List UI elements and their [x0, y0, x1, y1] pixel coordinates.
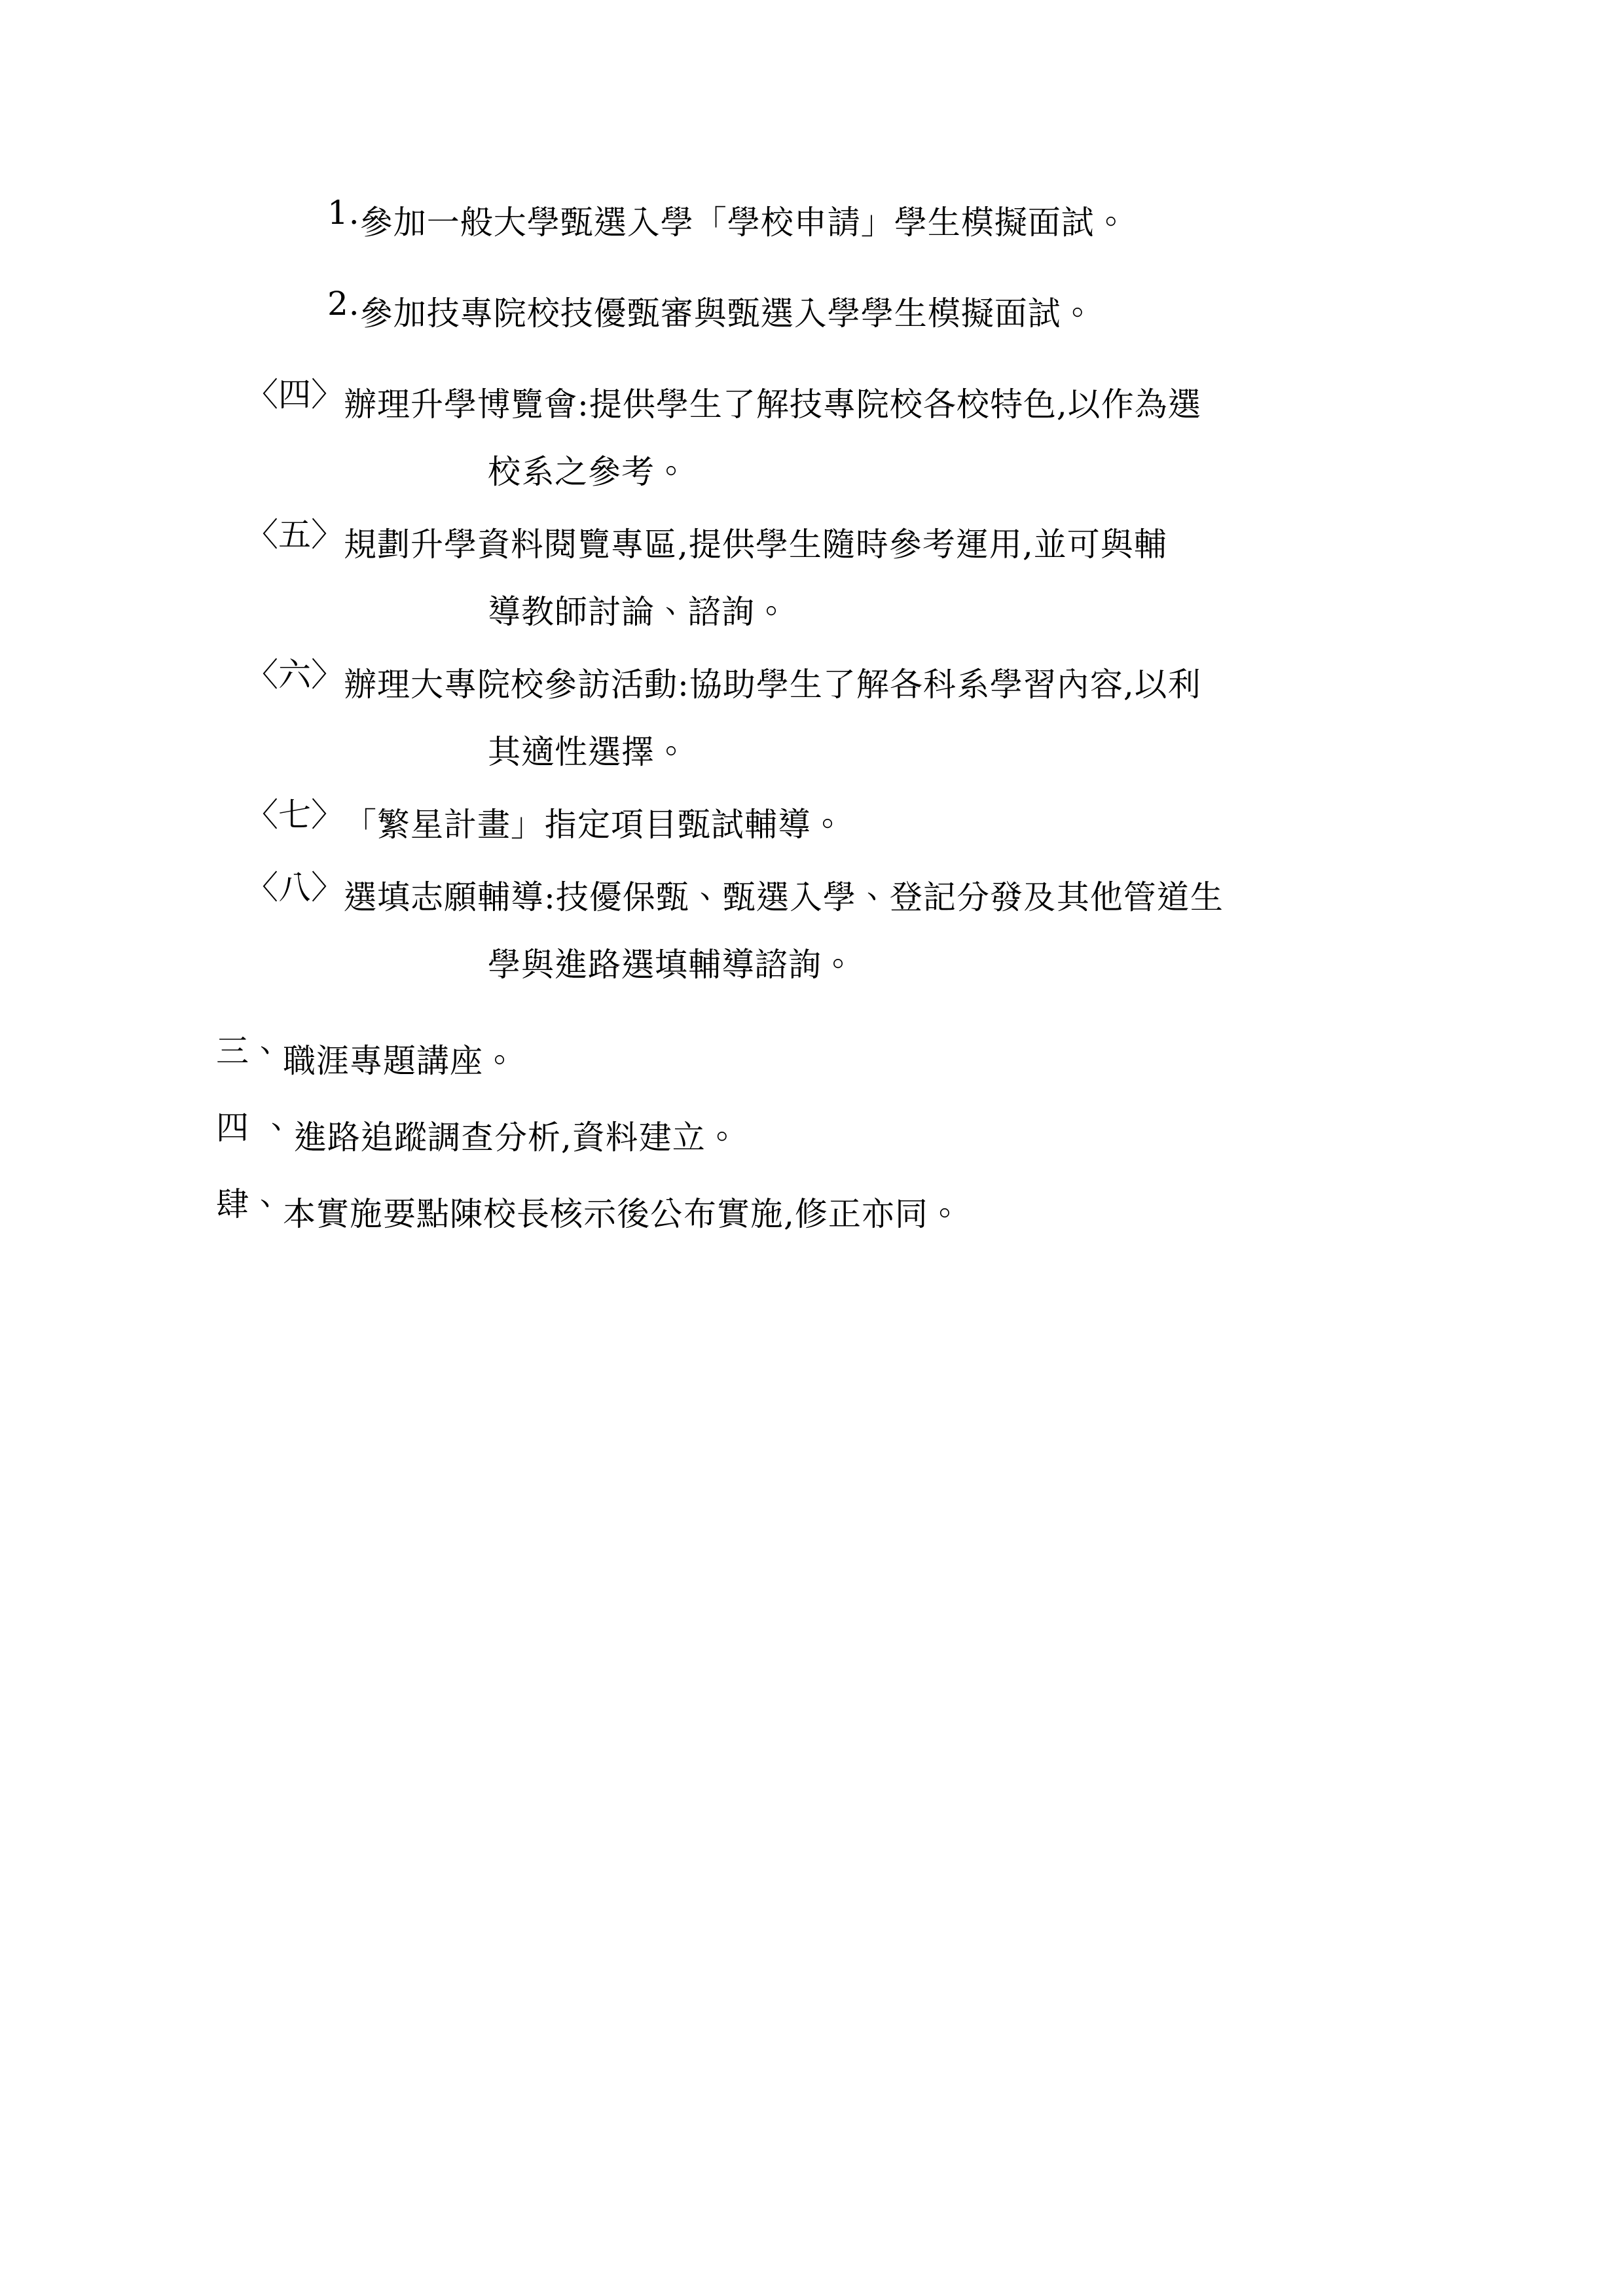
- list-marker: 三、: [216, 1032, 283, 1070]
- list-item-line-1: 選填志願輔導:技優保甄、甄選入學、登記分發及其他管道生: [344, 878, 1224, 916]
- list-marker: 〈四〉: [246, 376, 344, 414]
- list-item-text: [344, 658, 1427, 779]
- list-item-line-2: 校系之參考。: [488, 453, 688, 491]
- list-item-top-si: [216, 1185, 1427, 1241]
- document-body: [216, 196, 1427, 1241]
- list-item-numbered-1: [216, 196, 1427, 249]
- list-marker: 四 、: [216, 1109, 294, 1147]
- list-item-seven: [216, 798, 1427, 852]
- list-item-text: 參加一般大學甄選入學「學校申請」學生模擬面試。: [359, 204, 1128, 242]
- list-item-line-2: 其適性選擇。: [488, 733, 688, 771]
- list-item-line-2: 導教師討論、諮詢。: [488, 593, 788, 631]
- list-marker: 〈六〉: [246, 656, 344, 694]
- list-marker: 肆、: [216, 1185, 283, 1223]
- list-item-five: [216, 518, 1427, 639]
- list-item-text: [344, 871, 1427, 992]
- list-item-top-three: [216, 1032, 1427, 1088]
- list-item-numbered-2: [216, 287, 1427, 340]
- list-item-line-1: 規劃升學資料閱覽專區,提供學生隨時參考運用,並可與輔: [344, 526, 1167, 564]
- list-item-text: 參加技專院校技優甄審與甄選入學學生模擬面試。: [359, 295, 1095, 332]
- list-item-top-four: [216, 1111, 1427, 1164]
- list-item-line-2: 學與進路選填輔導諮詢。: [488, 946, 855, 984]
- list-item-eight: [216, 871, 1427, 992]
- list-item-text: 「繁星計畫」指定項目甄試輔導。: [344, 806, 845, 844]
- list-item-text: [344, 518, 1427, 639]
- list-marker: 1.: [327, 194, 360, 232]
- list-marker: 2.: [327, 285, 360, 323]
- list-item-line-1: 辦理升學博覽會:提供學生了解技專院校各校特色,以作為選: [344, 386, 1201, 423]
- list-marker: 〈五〉: [246, 516, 344, 554]
- list-item-text: 本實施要點陳校長核示後公布實施,修正亦同。: [283, 1195, 962, 1233]
- list-item-six: [216, 658, 1427, 779]
- list-item-text: 職涯專題講座。: [283, 1042, 517, 1080]
- list-item-text: [344, 378, 1427, 499]
- list-item-text: 進路追蹤調查分析,資料建立。: [293, 1119, 739, 1157]
- list-marker: 〈八〉: [246, 869, 344, 906]
- list-item-line-1: 辦理大專院校參訪活動:協助學生了解各科系學習內容,以利: [344, 666, 1201, 704]
- list-item-four: [216, 378, 1427, 499]
- list-marker: 〈七〉: [246, 796, 344, 834]
- section-spacer: [216, 1011, 1427, 1035]
